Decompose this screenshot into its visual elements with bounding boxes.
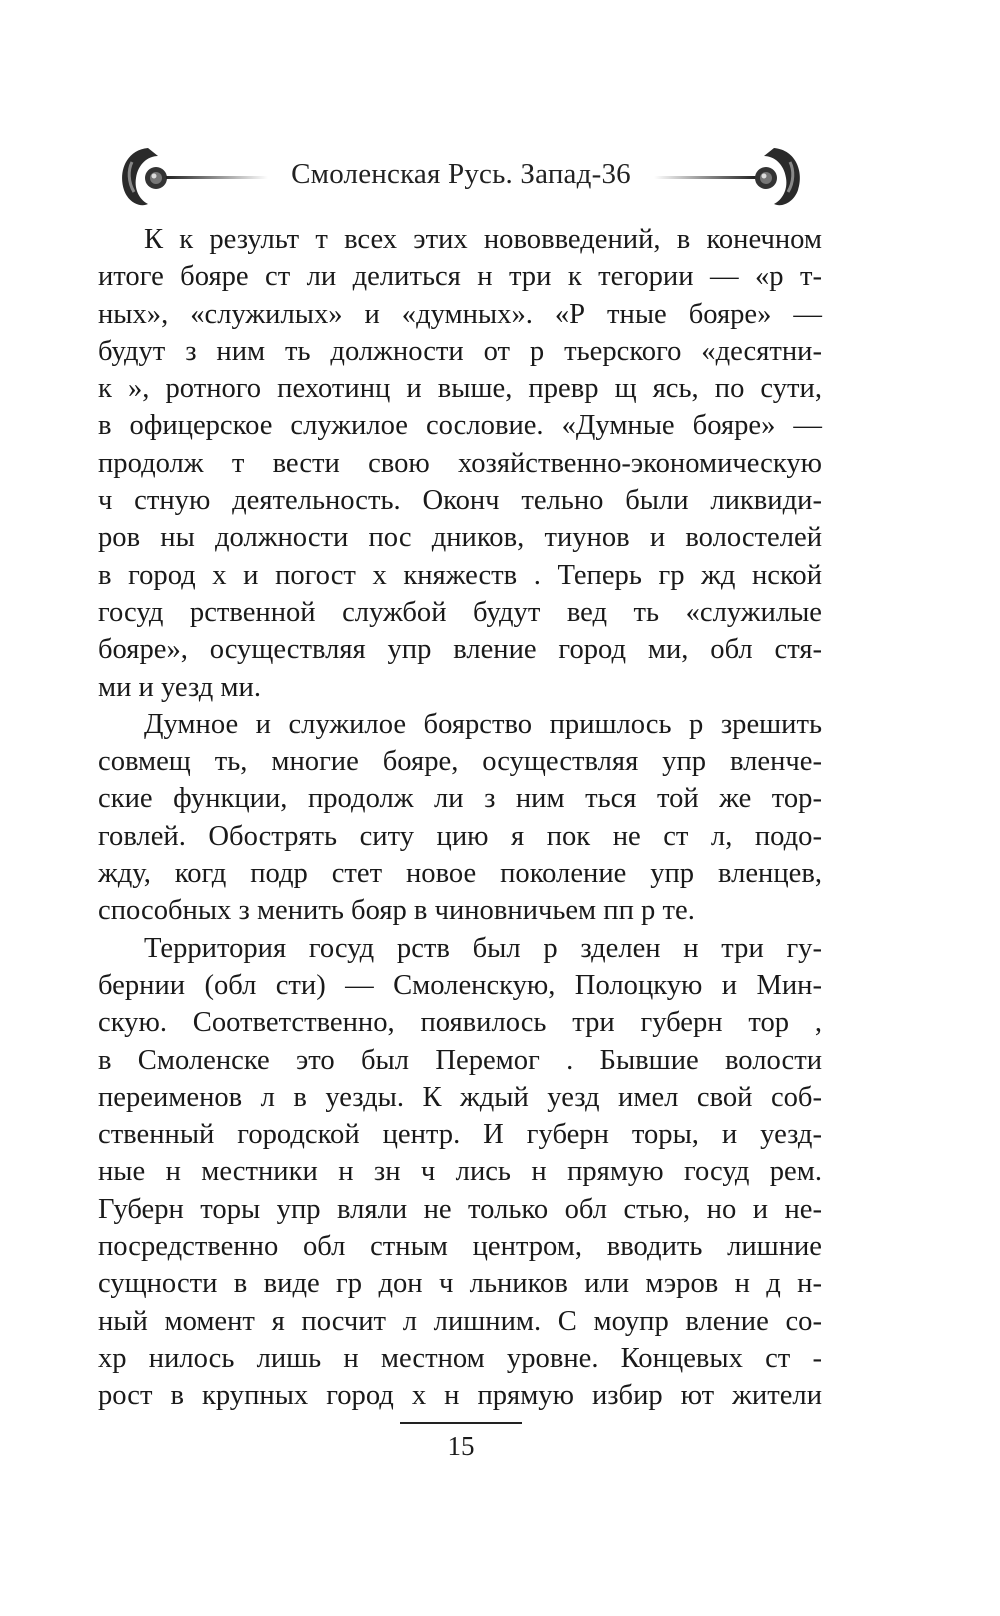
text-line: бояре», осуществляя упр вление город ми, обл стя- bbox=[98, 634, 822, 666]
text-line: ных», «служилых» и «думных». «Р тные бояре» — bbox=[98, 298, 822, 330]
paragraph-1 bbox=[98, 221, 822, 706]
text-line: Территория госуд рств был р зделен н три гу- bbox=[144, 932, 822, 964]
text-line: скую. Соответственно, появилось три губерн тор , bbox=[98, 1007, 822, 1039]
text-line: ские функции, продолж ли з ним ться той же тор- bbox=[98, 783, 822, 815]
paragraph-2 bbox=[98, 706, 822, 930]
text-line: жду, когд подр стет новое поколение упр вленцев, bbox=[98, 858, 822, 890]
text-line: ч стную деятельность. Оконч тельно были ликвиди- bbox=[98, 485, 822, 517]
text-line: в офицерское служилое сословие. «Думные бояре» — bbox=[98, 410, 822, 442]
text-line: хр нилось лишь н местном уровне. Концевых ст - bbox=[98, 1342, 822, 1374]
text-line: ные н местники н зн ч лись н прямую госуд рем. bbox=[98, 1156, 822, 1188]
text-line: посредственно обл стным центром, вводить лишние bbox=[98, 1231, 822, 1263]
right-ornament-icon bbox=[654, 140, 804, 220]
text-line: будут з ним ть должности от р тьерского «десятни- bbox=[98, 335, 822, 367]
text-line: совмещ ть, многие бояре, осуществляя упр вленче- bbox=[98, 746, 822, 778]
text-line: ров ны должности пос дников, тиунов и волостелей bbox=[98, 522, 822, 554]
text-line: переименов л в уезды. К ждый уезд имел свой соб- bbox=[98, 1081, 822, 1113]
text-line: сущности в виде гр дон ч льников или мэров н д н- bbox=[98, 1268, 822, 1300]
text-line: бернии (обл сти) — Смоленскую, Полоцкую и Мин- bbox=[98, 969, 822, 1001]
text-line: Думное и служилое боярство пришлось р зрешить bbox=[144, 708, 822, 740]
text-line: К к результ т всех этих нововведений, в конечном bbox=[144, 224, 822, 255]
body-text bbox=[98, 221, 822, 1415]
footer-divider bbox=[400, 1422, 522, 1424]
text-line: рост в крупных город х н прямую избир ют жители bbox=[98, 1380, 822, 1412]
page-number: 15 bbox=[447, 1431, 475, 1461]
text-line: в город х и погост х княжеств . Теперь гр жд нской bbox=[98, 559, 822, 591]
text-line: в Смоленске это был Перемог . Бывшие волости bbox=[98, 1044, 822, 1076]
text-line: продолж т вести свою хозяйственно-экономическую bbox=[98, 447, 822, 479]
running-title: Смоленская Русь. Запад-36 bbox=[291, 158, 631, 190]
text-line: говлей. Обострять ситу цию я пок не ст л, подо- bbox=[98, 820, 822, 852]
text-line: к », ротного пехотинц и выше, превр щ ясь, по сути, bbox=[98, 373, 822, 405]
text-line: госуд рственной службой будут вед ть «служилые bbox=[98, 596, 822, 628]
paragraph-3 bbox=[98, 930, 822, 1415]
text-line: итоге бояре ст ли делиться н три к тегории — «р т- bbox=[98, 261, 822, 293]
running-header bbox=[118, 140, 804, 220]
text-line: ный момент я посчит л лишним. С моупр вление со- bbox=[98, 1305, 822, 1337]
text-line: ственный городской центр. И губерн торы, и уезд- bbox=[98, 1119, 822, 1151]
text-line: способных з менить бояр в чиновничьем пп р те. bbox=[98, 895, 695, 927]
text-line: Губерн торы упр вляли не только обл стью, но и не- bbox=[98, 1193, 822, 1225]
text-line: ми и уезд ми. bbox=[98, 671, 261, 703]
